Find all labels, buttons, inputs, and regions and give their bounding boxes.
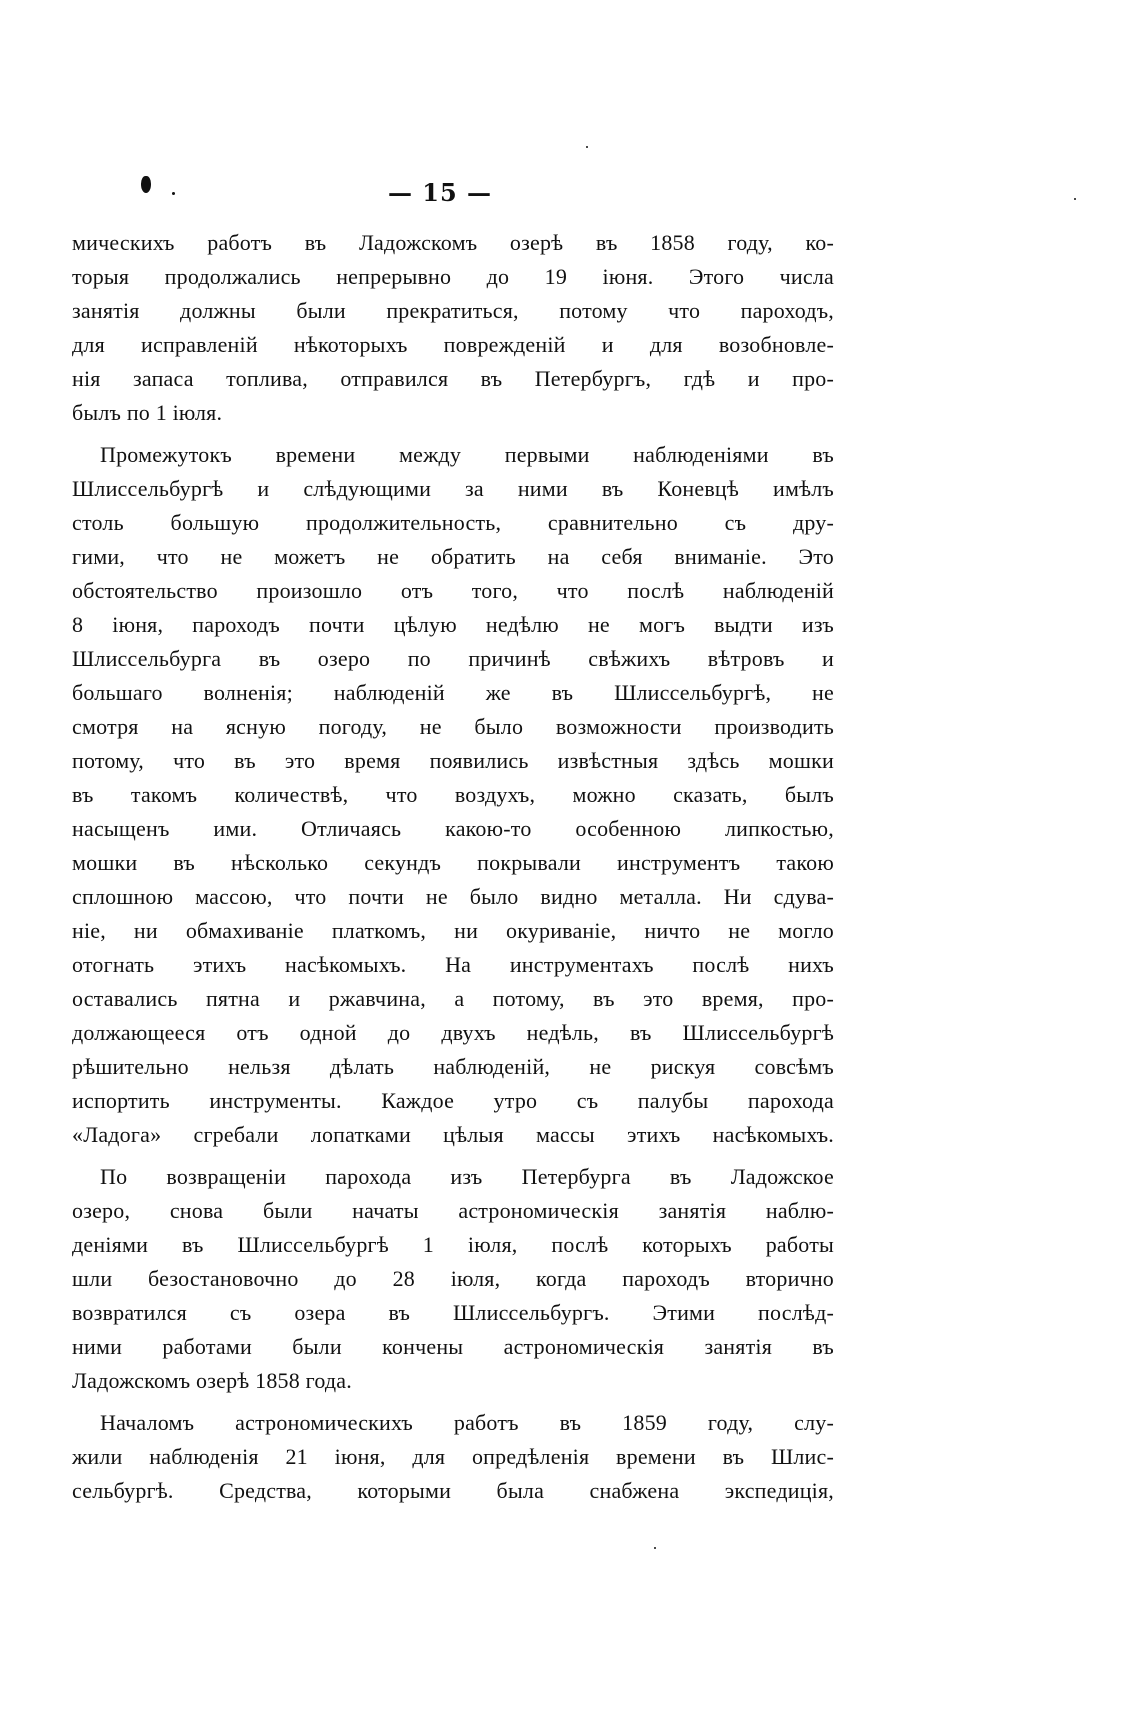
paragraph-3 [72, 1160, 834, 1398]
text-line: испортить инструменты. Каждое утро съ палубы парохода [72, 1088, 834, 1113]
body-text [72, 226, 834, 1508]
text-line: торыя продолжались непрерывно до 19 іюня. Этого числа [72, 264, 834, 289]
ink-blot [141, 176, 151, 193]
text-line: мическихъ работъ въ Ладожскомъ озерѣ въ 1858 году, ко- [72, 230, 834, 255]
text-line: нія запаса топлива, отправился въ Петербургъ, гдѣ и про- [72, 366, 834, 391]
text-line: Шлиссельбурга въ озеро по причинѣ свѣжихъ вѣтровъ и [72, 646, 834, 671]
text-line: сельбургѣ. Средства, которыми была снабжена экспедиція, [72, 1478, 834, 1503]
text-line: рѣшительно нельзя дѣлать наблюденій, не рискуя совсѣмъ [72, 1054, 834, 1079]
text-line: озеро, снова были начаты астрономическія занятія наблю- [72, 1198, 834, 1223]
text-line: жили наблюденія 21 іюня, для опредѣленія времени въ Шлис- [72, 1444, 834, 1469]
text-line: занятія должны были прекратиться, потому что пароходъ, [72, 298, 834, 323]
text-line: насыщенъ ими. Отличаясь какою-то особенною липкостью, [72, 816, 834, 841]
text-line: По возвращеніи парохода изъ Петербурга въ Ладожское [100, 1164, 834, 1189]
paragraph-1 [72, 226, 834, 430]
text-line: потому, что въ это время появились извѣстныя здѣсь мошки [72, 748, 834, 773]
text-line: обстоятельство произошло отъ того, что послѣ наблюденій [72, 578, 834, 603]
text-line: смотря на ясную погоду, не было возможности производить [72, 714, 834, 739]
ink-speck [1074, 198, 1076, 200]
ink-speck [654, 1547, 656, 1549]
text-line: 8 іюня, пароходъ почти цѣлую недѣлю не могъ выдти изъ [72, 612, 834, 637]
text-line: «Ладога» сгребали лопатками цѣлыя массы этихъ насѣкомыхъ. [72, 1122, 834, 1147]
text-line: большаго волненія; наблюденій же въ Шлиссельбургѣ, не [72, 680, 834, 705]
page-number: — 15 — [387, 178, 493, 207]
text-line: Шлиссельбургѣ и слѣдующими за ними въ Коневцѣ имѣлъ [72, 476, 834, 501]
ink-speck [586, 146, 588, 148]
text-line: Началомъ астрономическихъ работъ въ 1859 году, слу- [100, 1410, 834, 1435]
text-line: Промежутокъ времени между первыми наблюденіями въ [100, 442, 834, 467]
text-line: Ладожскомъ озерѣ 1858 года. [72, 1368, 352, 1393]
text-line: для исправленій нѣкоторыхъ поврежденій и для возобновле- [72, 332, 834, 357]
text-line: гими, что не можетъ не обратить на себя вниманіе. Это [72, 544, 834, 569]
text-line: ними работами были кончены астрономическія занятія въ [72, 1334, 834, 1359]
text-line: шли безостановочно до 28 іюля, когда пароходъ вторично [72, 1266, 834, 1291]
text-line: столь большую продолжительность, сравнительно съ дру- [72, 510, 834, 535]
text-line: мошки въ нѣсколько секундъ покрывали инструментъ такою [72, 850, 834, 875]
text-line: ніе, ни обмахиваніе платкомъ, ни окуриваніе, ничто не могло [72, 918, 834, 943]
text-line: сплошною массою, что почти не было видно металла. Ни сдува- [72, 884, 834, 909]
paragraph-2 [72, 438, 834, 1152]
text-line: оставались пятна и ржавчина, а потому, въ это время, про- [72, 986, 834, 1011]
text-line: отогнать этихъ насѣкомыхъ. На инструментахъ послѣ нихъ [72, 952, 834, 977]
text-line: былъ по 1 іюля. [72, 400, 223, 425]
paragraph-4 [72, 1406, 834, 1508]
text-line: въ такомъ количествѣ, что воздухъ, можно сказать, былъ [72, 782, 834, 807]
text-line: возвратился съ озера въ Шлиссельбургъ. Этими послѣд- [72, 1300, 834, 1325]
text-line: должающееся отъ одной до двухъ недѣль, въ Шлиссельбургѣ [72, 1020, 834, 1045]
text-line: деніями въ Шлиссельбургѣ 1 іюля, послѣ которыхъ работы [72, 1232, 834, 1257]
ink-speck [172, 192, 175, 195]
